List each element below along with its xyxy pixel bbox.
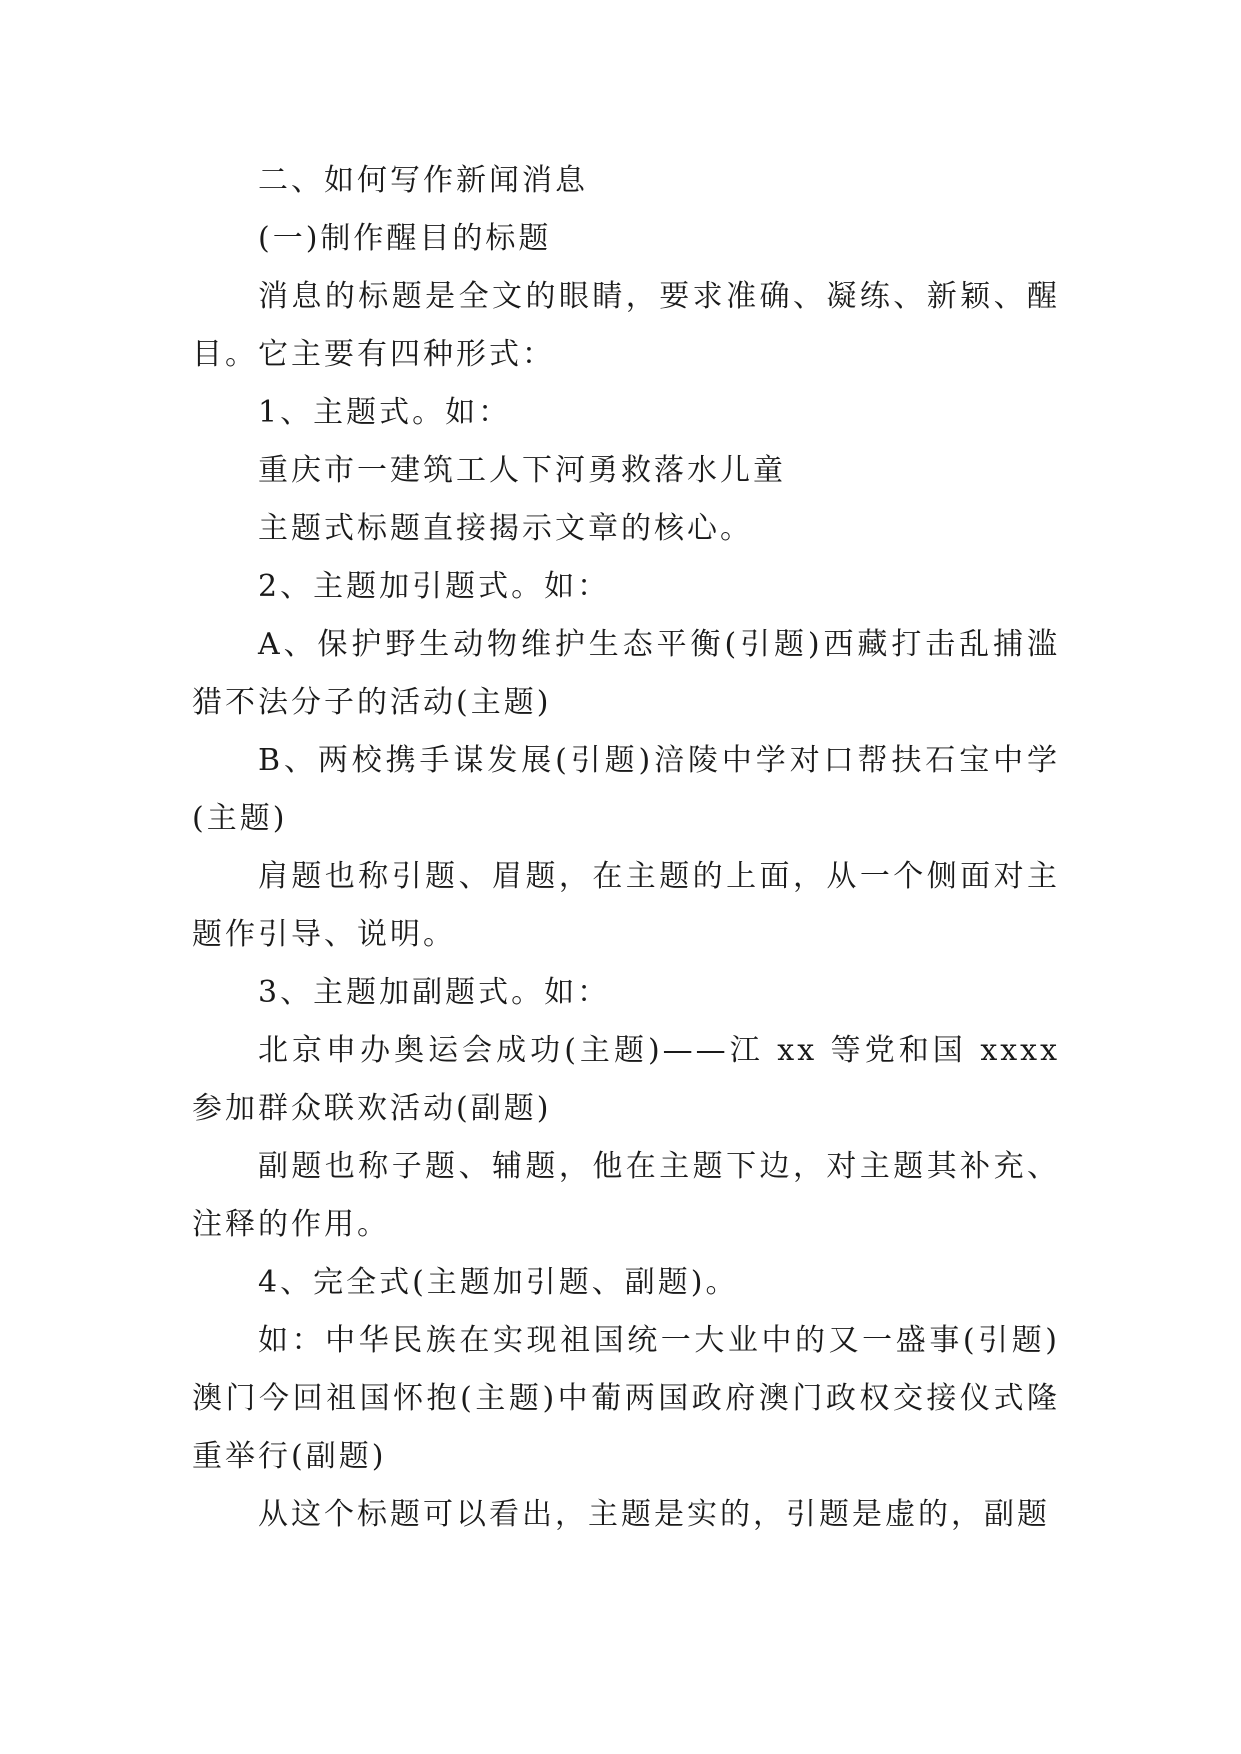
example-headline: 如：中华民族在实现祖国统一大业中的又一盛事(引题)澳门今回祖国怀抱(主题)中葡两国政府澳门政权交接仪式隆重举行(副题): [192, 1323, 1060, 1474]
section-heading: 二、如何写作新闻消息: [258, 163, 588, 198]
paragraph: 副题也称子题、辅题，他在主题下边，对主题其补充、注释的作用。: [192, 1149, 1060, 1242]
list-item-heading: 4、完全式(主题加引题、副题)。: [258, 1265, 739, 1300]
example-headline: B、两校携手谋发展(引题)涪陵中学对口帮扶石宝中学(主题): [192, 743, 1060, 836]
document-body: [192, 152, 1060, 1544]
paragraph: 主题式标题直接揭示文章的核心。: [258, 511, 753, 546]
example-headline: 北京申办奥运会成功(主题)——江 xx 等党和国 xxxx 参加群众联欢活动(副题): [192, 1033, 1060, 1126]
list-item-heading: 3、主题加副题式。如：: [258, 975, 611, 1010]
example-headline: A、保护野生动物维护生态平衡(引题)西藏打击乱捕滥猎不法分子的活动(主题): [192, 627, 1060, 720]
list-item-heading: 1、主题式。如：: [258, 395, 512, 430]
example-headline: 重庆市一建筑工人下河勇救落水儿童: [258, 453, 786, 488]
paragraph: 从这个标题可以看出，主题是实的，引题是虚的，副题: [258, 1497, 1050, 1532]
list-item-heading: 2、主题加引题式。如：: [258, 569, 611, 604]
paragraph: 消息的标题是全文的眼睛，要求准确、凝练、新颖、醒目。它主要有四种形式：: [192, 279, 1060, 372]
paragraph: 肩题也称引题、眉题，在主题的上面，从一个侧面对主题作引导、说明。: [192, 859, 1060, 952]
subsection-heading: (一)制作醒目的标题: [258, 221, 552, 256]
